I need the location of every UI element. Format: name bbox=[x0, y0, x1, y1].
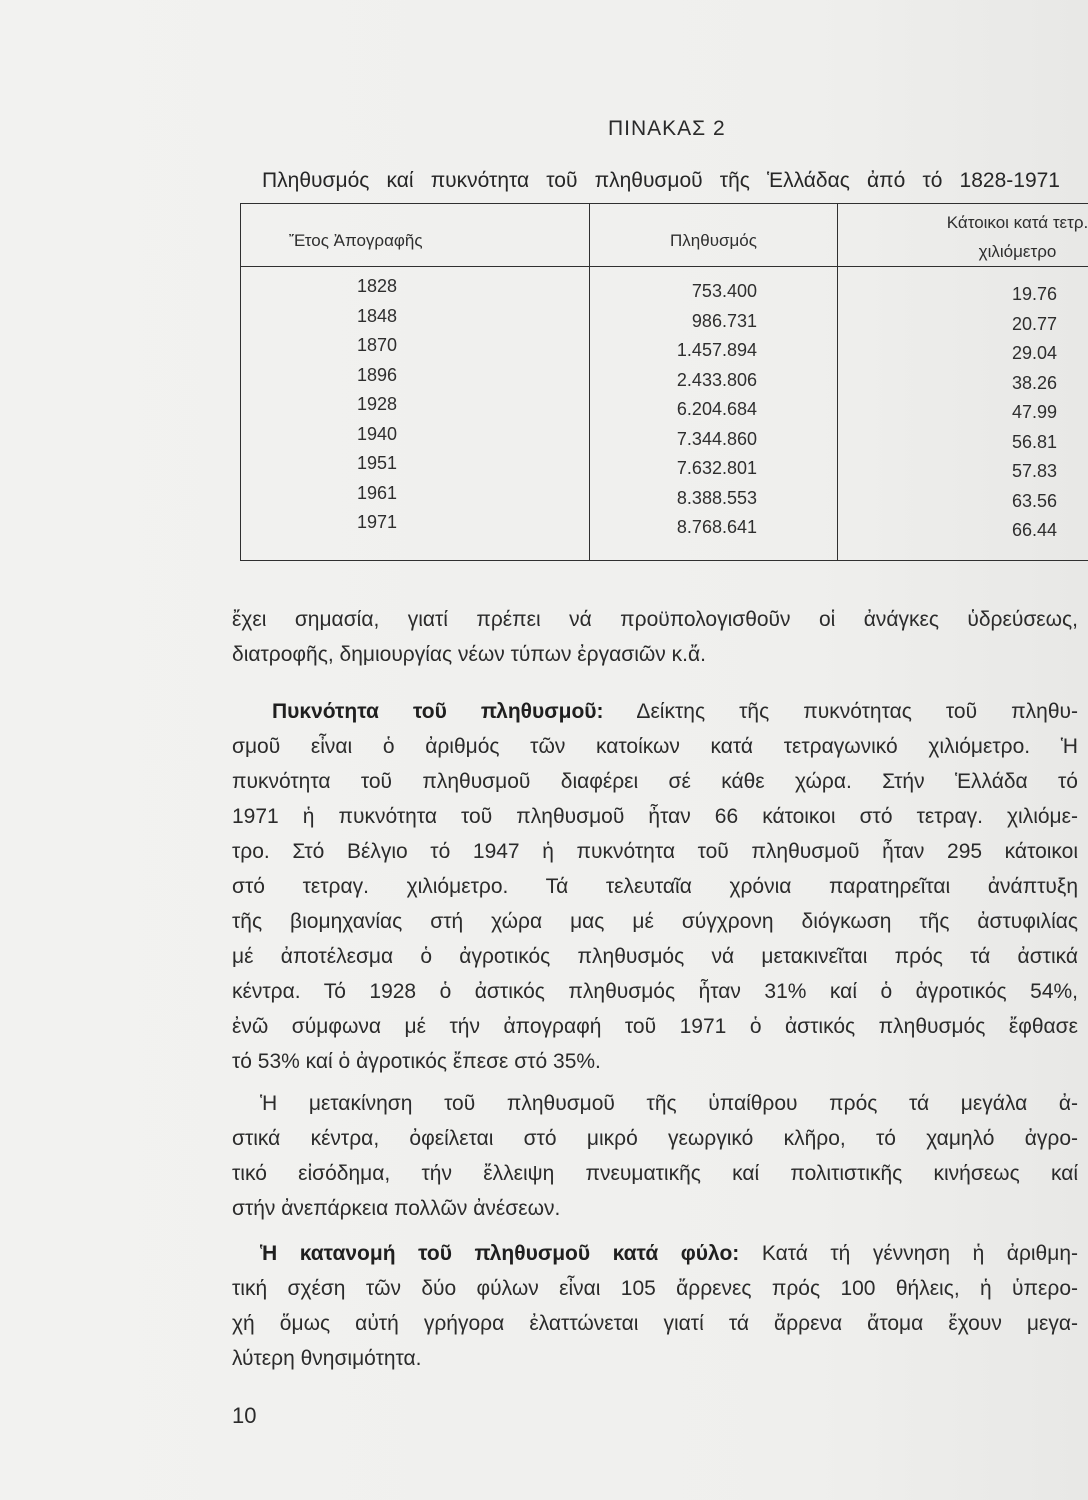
section-heading: Ἡ κατανομή τοῦ πληθυσμοῦ κατά φύλο: bbox=[260, 1242, 740, 1265]
table-row bbox=[241, 508, 1088, 560]
text-line: διατροφῆς, δημιουργίας νέων τύπων ἐργασιῶν κ.ἄ. bbox=[232, 643, 706, 666]
text-line: στήν ἀνεπάρκεια πολλῶν ἀνέσεων. bbox=[232, 1197, 561, 1220]
year-column-header bbox=[241, 204, 590, 267]
density-header-label bbox=[947, 208, 1088, 266]
table-row bbox=[241, 479, 1088, 509]
population-value: 1.457.894 bbox=[676, 340, 757, 360]
paragraph bbox=[232, 694, 1078, 1079]
population-cell bbox=[590, 479, 838, 509]
table-row bbox=[241, 267, 1088, 302]
body-text bbox=[232, 602, 1078, 1376]
table-row bbox=[241, 361, 1088, 391]
population-cell bbox=[590, 390, 838, 420]
text-line: 1971 ἡ πυκνότητα τοῦ πληθυσμοῦ ἦταν 66 κάτοικοι στό τετραγ. χιλιόμε- bbox=[232, 805, 1078, 828]
year-cell: 1896 bbox=[241, 361, 590, 391]
table-row bbox=[241, 449, 1088, 479]
density-header-line: χιλιόμετρο bbox=[978, 242, 1057, 261]
population-cell bbox=[590, 361, 838, 391]
text-line: τικό εἰσόδημα, τήν ἔλλειψη πνευματικῆς καί πολιτιστικῆς κινήσεως καί bbox=[232, 1162, 1078, 1185]
text-line: στικά κέντρα, ὀφείλεται στό μικρό γεωργικό κλῆρο, τό χαμηλό ἀγρο- bbox=[232, 1127, 1078, 1150]
density-value: 56.81 bbox=[1011, 431, 1057, 452]
population-table bbox=[240, 203, 1088, 561]
table-caption: Πληθυσμός καί πυκνότητα τοῦ πληθυσμοῦ τῆς Ἑλλάδας ἀπό τό 1828-1971 bbox=[262, 169, 1060, 192]
density-cell bbox=[838, 508, 1088, 560]
year-cell: 1828 bbox=[241, 267, 590, 302]
density-cell bbox=[838, 449, 1088, 479]
density-cell bbox=[838, 267, 1088, 302]
density-value: 38.26 bbox=[1011, 372, 1057, 393]
text-line: Ἡ μετακίνηση τοῦ πληθυσμοῦ τῆς ὑπαίθρου πρός τά μεγάλα ἀ- bbox=[260, 1092, 1078, 1115]
table-row bbox=[241, 302, 1088, 332]
density-cell bbox=[838, 331, 1088, 361]
text-line: τῆς βιομηχανίας στή χώρα μας μέ σύγχρονη διόγκωση τῆς ἀστυφιλίας bbox=[232, 910, 1078, 933]
table-row bbox=[241, 331, 1088, 361]
text-run: Κατά τή γέννηση ἡ ἀριθμη- bbox=[761, 1242, 1079, 1265]
density-cell bbox=[838, 420, 1088, 450]
text-line: λύτερη θνησιμότητα. bbox=[232, 1347, 422, 1370]
year-cell: 1928 bbox=[241, 390, 590, 420]
density-cell bbox=[838, 361, 1088, 391]
text-line: μέ ἀποτέλεσμα ὁ ἀγροτικός πληθυσμός νά μετακινεῖται πρός τά ἀστικά bbox=[232, 945, 1078, 968]
population-value: 8.388.553 bbox=[676, 487, 757, 508]
density-cell bbox=[838, 390, 1088, 420]
population-value: 7.344.860 bbox=[676, 428, 757, 449]
text-line: χή ὅμως αὐτή γρήγορα ἐλαττώνεται γιατί τά ἄρρενα ἄτομα ἔχουν μεγα- bbox=[232, 1312, 1078, 1335]
density-value: 20.77 bbox=[1011, 313, 1057, 334]
population-value: 7.632.801 bbox=[676, 458, 757, 478]
text-line: τρο. Στό Βέλγιο τό 1947 ἡ πυκνότητα τοῦ πληθυσμοῦ ἦταν 295 κάτοικοι bbox=[232, 840, 1078, 863]
population-value: 2.433.806 bbox=[676, 369, 757, 390]
section-heading: Πυκνότητα τοῦ πληθυσμοῦ: bbox=[272, 700, 604, 723]
paragraph bbox=[232, 602, 1078, 672]
year-cell: 1971 bbox=[241, 508, 590, 560]
density-cell bbox=[838, 479, 1088, 509]
text-line bbox=[232, 694, 1078, 729]
population-cell bbox=[590, 508, 838, 560]
population-cell bbox=[590, 449, 838, 479]
text-line: ἔχει σημασία, γιατί πρέπει νά προϋπολογισθοῦν οἱ ἀνάγκες ὑδρεύσεως, bbox=[232, 608, 1078, 631]
population-value: 753.400 bbox=[691, 281, 757, 301]
text-line: στό τετραγ. χιλιόμετρο. Τά τελευταῖα χρόνια παρατηρεῖται ἀνάπτυξη bbox=[232, 875, 1078, 898]
table-header-row bbox=[241, 204, 1088, 267]
text-line: τική σχέση τῶν δύο φύλων εἶναι 105 ἄρρενες πρός 100 θήλεις, ἡ ὑπερο- bbox=[232, 1277, 1078, 1300]
table-label: ΠΙΝΑΚΑΣ 2 bbox=[608, 117, 726, 140]
year-cell: 1848 bbox=[241, 302, 590, 332]
text-line: κέντρα. Τό 1928 ὁ ἀστικός πληθυσμός ἦταν 31% καί ὁ ἀγροτικός 54%, bbox=[232, 980, 1078, 1003]
population-cell bbox=[590, 302, 838, 332]
year-header-label: Ἔτος Ἀπογραφῆς bbox=[289, 231, 423, 250]
text-line: ἐνῶ σύμφωνα μέ τήν ἀπογραφή τοῦ 1971 ὁ ἀστικός πληθυσμός ἔφθασε bbox=[232, 1015, 1078, 1038]
paragraph bbox=[232, 1236, 1078, 1376]
table-row bbox=[241, 420, 1088, 450]
year-cell: 1961 bbox=[241, 479, 590, 509]
paragraph bbox=[232, 1086, 1078, 1226]
text-line: σμοῦ εἶναι ὁ ἀριθμός τῶν κατοίκων κατά τετραγωνικό χιλιόμετρο. Ἡ bbox=[232, 735, 1078, 758]
density-column-header bbox=[838, 204, 1088, 267]
density-value: 47.99 bbox=[1011, 402, 1057, 422]
year-cell: 1951 bbox=[241, 449, 590, 479]
text-line: τό 53% καί ὁ ἀγροτικός ἔπεσε στό 35%. bbox=[232, 1050, 601, 1073]
population-value: 8.768.641 bbox=[676, 517, 757, 537]
population-value: 986.731 bbox=[691, 310, 757, 331]
density-value: 66.44 bbox=[1011, 520, 1057, 540]
population-cell bbox=[590, 420, 838, 450]
density-value: 19.76 bbox=[1011, 284, 1057, 304]
text-line: πυκνότητα τοῦ πληθυσμοῦ διαφέρει σέ κάθε χώρα. Στήν Ἑλλάδα τό bbox=[232, 770, 1078, 793]
year-cell: 1870 bbox=[241, 331, 590, 361]
population-column-header bbox=[590, 204, 838, 267]
density-header-line: Κάτοικοι κατά τετρ. bbox=[946, 213, 1088, 232]
year-cell: 1940 bbox=[241, 420, 590, 450]
population-value: 6.204.684 bbox=[676, 399, 757, 419]
density-value: 57.83 bbox=[1011, 461, 1057, 481]
density-value: 29.04 bbox=[1011, 343, 1057, 363]
population-cell bbox=[590, 267, 838, 302]
table-row bbox=[241, 390, 1088, 420]
text-line bbox=[232, 1236, 1078, 1271]
page-number: 10 bbox=[232, 1403, 257, 1428]
density-cell bbox=[838, 302, 1088, 332]
population-cell bbox=[590, 331, 838, 361]
text-run: Δείκτης τῆς πυκνότητας τοῦ πληθυ- bbox=[636, 700, 1078, 723]
population-header-label: Πληθυσμός bbox=[670, 231, 757, 250]
density-value: 63.56 bbox=[1011, 490, 1057, 511]
